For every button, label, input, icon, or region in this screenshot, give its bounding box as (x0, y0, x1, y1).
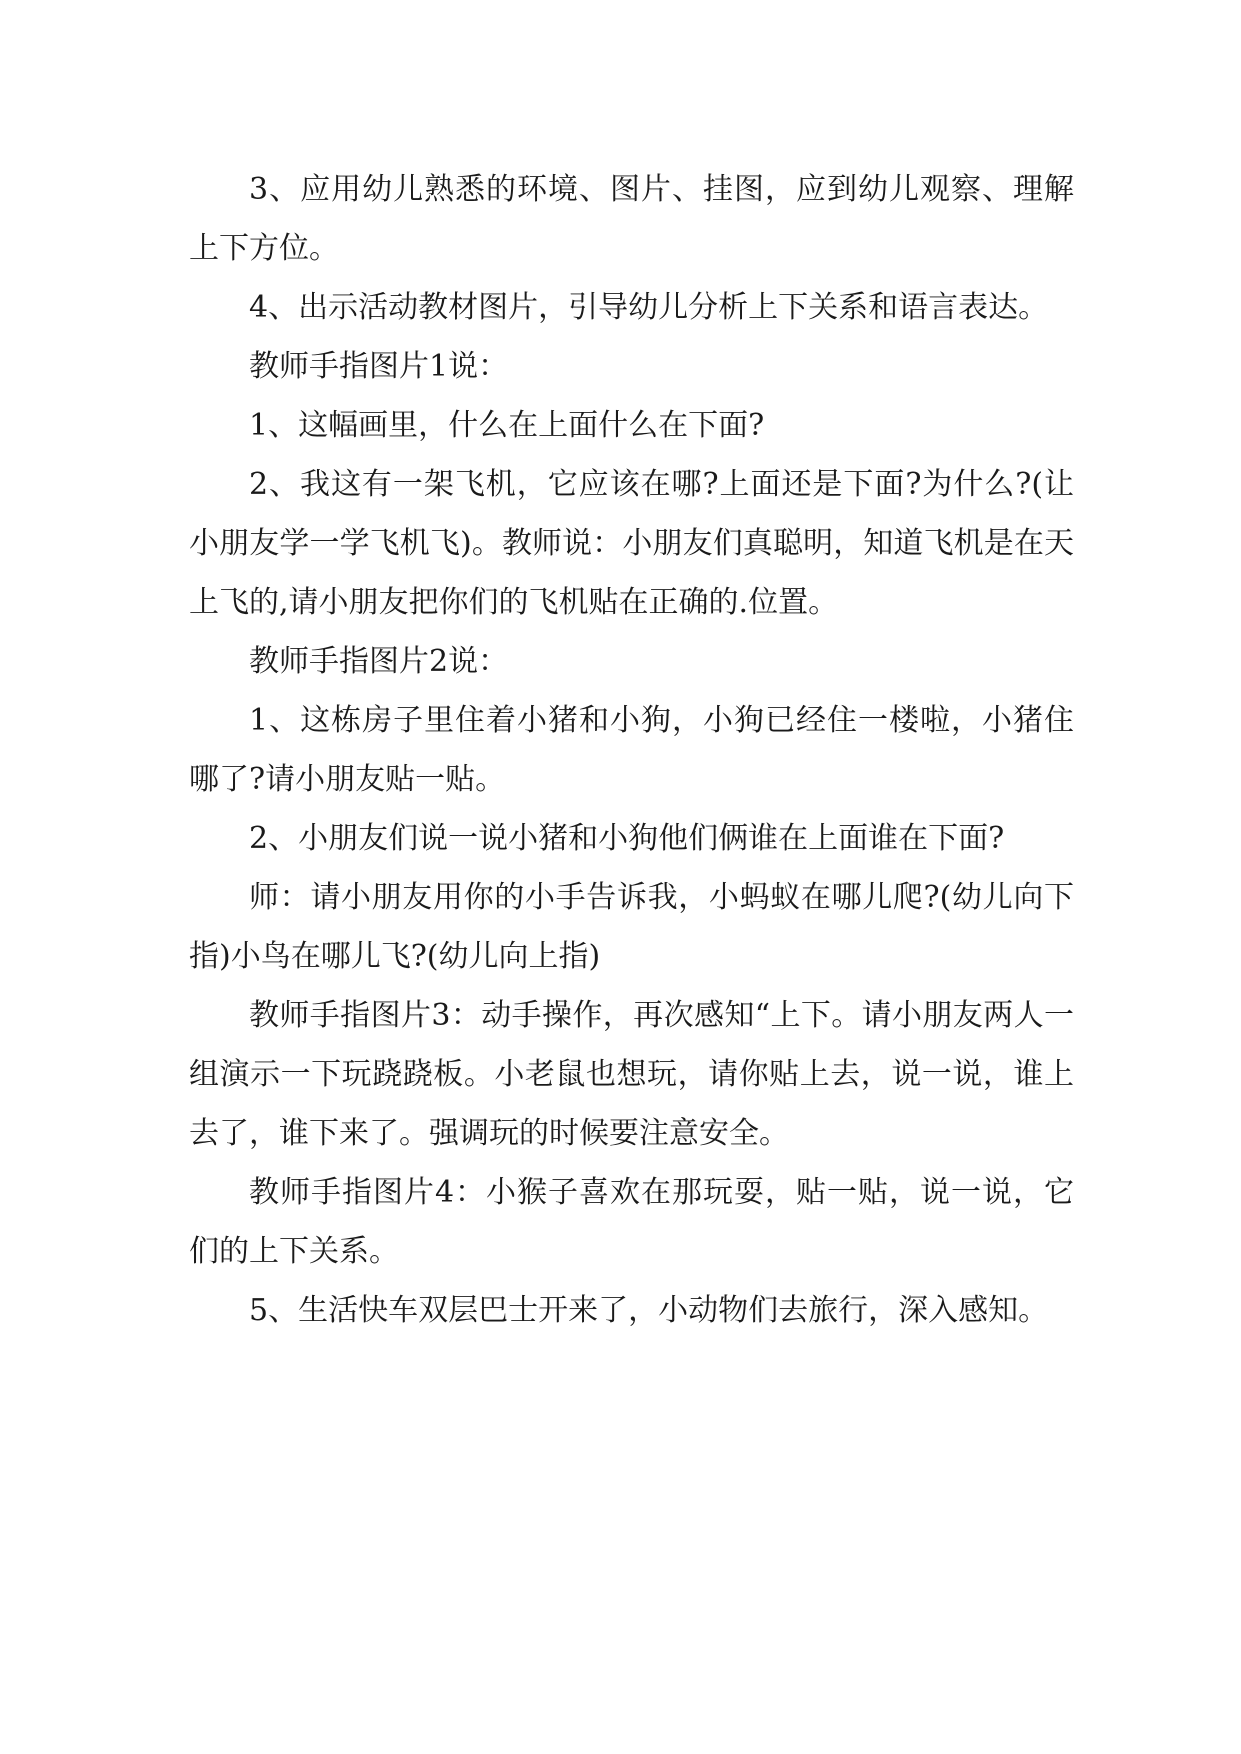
paragraph-picture-2-heading: 教师手指图片2说： (249, 644, 509, 679)
paragraph-picture-2-question-1: 1、这栋房子里住着小猪和小狗，小狗已经住一楼啦，小猪住哪了?请小朋友贴一贴。 (189, 703, 1074, 797)
paragraph-picture-1-heading: 教师手指图片1说： (249, 349, 509, 384)
paragraph-teacher-prompt: 师：请小朋友用你的小手告诉我，小蚂蚁在哪儿爬?(幼儿向下指)小鸟在哪儿飞?(幼儿向上指) (189, 880, 1074, 974)
paragraph-step-4: 4、出示活动教材图片，引导幼儿分析上下关系和语言表达。 (249, 290, 1049, 325)
paragraph-step-3: 3、应用幼儿熟悉的环境、图片、挂图，应到幼儿观察、理解上下方位。 (189, 172, 1074, 266)
paragraph-picture-1-question-2: 2、我这有一架飞机，它应该在哪?上面还是下面?为什么?(让小朋友学一学飞机飞)。教师说：小朋友们真聪明，知道飞机是在天上飞的,请小朋友把你们的飞机贴在正确的.位置。 (189, 467, 1074, 620)
paragraph-picture-4: 教师手指图片4：小猴子喜欢在那玩耍，贴一贴，说一说，它们的上下关系。 (189, 1175, 1074, 1269)
paragraph-step-5: 5、生活快车双层巴士开来了，小动物们去旅行，深入感知。 (249, 1293, 1049, 1328)
paragraph-picture-3: 教师手指图片3：动手操作，再次感知“上下。请小朋友两人一组演示一下玩跷跷板。小老鼠也想玩，请你贴上去，说一说，谁上去了，谁下来了。强调玩的时候要注意安全。 (189, 998, 1074, 1151)
document-body (189, 160, 1074, 1340)
paragraph-picture-2-question-2: 2、小朋友们说一说小猪和小狗他们俩谁在上面谁在下面? (249, 821, 1005, 856)
paragraph-picture-1-question-1: 1、这幅画里，什么在上面什么在下面? (249, 408, 765, 443)
